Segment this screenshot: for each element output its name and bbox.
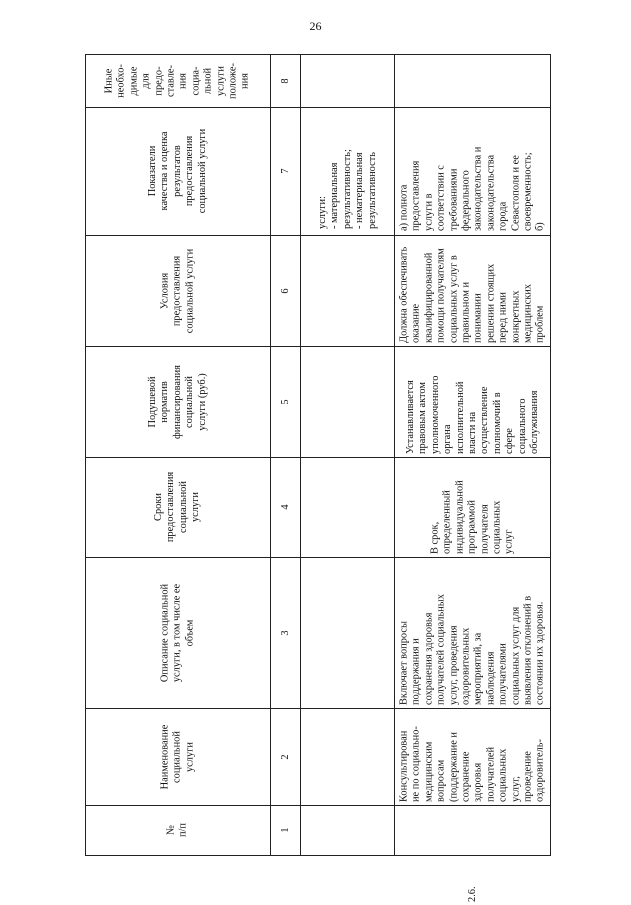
text-line: социальной xyxy=(171,730,183,783)
text-line: Наименование xyxy=(159,724,171,789)
service-description-cell xyxy=(395,557,550,708)
text-line: соответствии с xyxy=(435,165,447,231)
text-line: № xyxy=(165,825,177,835)
text-line: Показатели xyxy=(146,145,158,197)
text-line: финансирования xyxy=(171,364,183,439)
text-line: квалифицированной xyxy=(422,252,434,343)
service-term-cell xyxy=(395,457,550,557)
number-col-3: 3 xyxy=(279,629,291,636)
text-line: предоставления xyxy=(410,160,422,231)
text-line: услуги xyxy=(190,492,202,523)
page-number: 26 xyxy=(309,19,322,33)
text-line: социальной услуги xyxy=(196,128,208,214)
text-line: результативность; xyxy=(341,149,353,229)
number-col-1: 1 xyxy=(279,827,291,833)
service-name-cell xyxy=(395,708,550,805)
text-line: ие по социально- xyxy=(410,725,422,802)
text-line: объем xyxy=(184,619,196,646)
text-line: своевременность; xyxy=(522,152,534,231)
text-line: поддержания и xyxy=(410,637,422,705)
text-line: социальной услуги xyxy=(184,248,196,333)
text-line: социальных xyxy=(497,748,509,802)
text-line: социального xyxy=(515,397,527,454)
text-line: органа xyxy=(441,424,453,454)
text-line: ния xyxy=(178,73,189,89)
text-line: услуги, в том числе ее xyxy=(171,583,183,682)
text-line: законодательства xyxy=(484,154,496,231)
text-line: медицинским xyxy=(422,741,434,802)
header-col-3 xyxy=(86,557,270,708)
number-col-2: 2 xyxy=(279,753,291,760)
text-line: оздоровитель- xyxy=(534,738,546,802)
text-line: Сроки xyxy=(153,493,165,521)
text-line: В срок, xyxy=(429,521,441,554)
service-conditions-cell xyxy=(395,235,550,346)
number-col-4: 4 xyxy=(279,504,291,510)
text-line: понимании xyxy=(472,292,484,343)
text-line: законодательства и xyxy=(472,146,484,231)
text-line: индивидуальной xyxy=(453,480,465,554)
text-line: сохранение xyxy=(460,751,472,802)
text-line: Должна обеспечивать xyxy=(398,246,410,343)
text-line: услуг, проведения xyxy=(447,624,459,705)
text-line: оздоровительных xyxy=(460,627,472,705)
text-line: необхо- xyxy=(115,64,127,98)
header-col-6 xyxy=(86,235,270,346)
text-line: льной xyxy=(202,67,214,95)
service-quality-cell xyxy=(395,107,550,235)
text-line: проблем xyxy=(534,305,546,343)
text-line: правовым актом xyxy=(416,381,428,454)
text-line: Подушевой xyxy=(146,375,158,428)
text-line: правильном и xyxy=(460,281,472,343)
text-line: (поддержание и xyxy=(447,731,459,802)
text-line: состоянии их здоровья. xyxy=(534,601,546,705)
text-line: Условия xyxy=(159,272,171,309)
text-line: услуг, xyxy=(509,775,521,802)
text-line: для xyxy=(140,73,152,89)
text-line: п/п xyxy=(178,823,189,838)
text-line: полномочий в xyxy=(491,391,503,454)
text-line: осуществление xyxy=(478,386,490,454)
text-line: мероприятий, за xyxy=(472,632,484,705)
text-line: предо- xyxy=(153,66,165,96)
continuation-quality-cell xyxy=(301,107,394,235)
text-line: услуги xyxy=(184,741,196,772)
number-col-6: 6 xyxy=(279,287,291,294)
row-number-cell: 2.6. xyxy=(466,886,478,902)
text-line: уполномоченного xyxy=(429,375,441,454)
text-line: социальных услуг в xyxy=(447,254,459,343)
text-line: наблюдения xyxy=(484,651,496,705)
text-line: конкретных xyxy=(509,290,521,343)
text-line: помощи получателям xyxy=(435,247,447,343)
text-line: предоставления xyxy=(171,255,183,326)
text-line: а) полнота xyxy=(398,184,410,231)
text-line: Описание социальной xyxy=(159,583,171,682)
number-col-7: 7 xyxy=(279,168,291,174)
services-table xyxy=(85,54,551,902)
text-line: получателями xyxy=(497,642,509,705)
text-line: сохранения здоровья xyxy=(422,612,434,705)
text-line: выявления отклонений в xyxy=(522,595,534,705)
text-line: обслуживания xyxy=(528,390,540,454)
text-line: положе- xyxy=(227,63,239,99)
text-line: проведение xyxy=(522,750,534,802)
text-line: предоставления xyxy=(165,471,177,543)
header-col-4 xyxy=(86,457,270,557)
text-line: б) xyxy=(534,222,546,231)
text-line: программой xyxy=(466,500,478,554)
text-line: услуг xyxy=(503,529,515,554)
text-line: предоставления xyxy=(184,135,196,207)
text-line: норматив xyxy=(159,380,171,423)
text-line: власти на xyxy=(466,411,478,454)
service-other-cell xyxy=(395,55,550,107)
text-line: федерального xyxy=(460,170,472,231)
text-line: услуги xyxy=(215,66,227,97)
text-line: димые xyxy=(128,66,140,96)
text-line: услуги: xyxy=(316,196,328,229)
text-line: вопросам xyxy=(435,759,447,802)
text-line: здоровья xyxy=(472,762,484,802)
text-line: социальных xyxy=(491,500,503,554)
text-line: оказание xyxy=(410,303,422,343)
header-col-1 xyxy=(86,805,270,855)
header-col-5 xyxy=(86,346,270,457)
header-col-2 xyxy=(86,708,270,805)
text-line: социа- xyxy=(190,66,202,96)
header-col-8 xyxy=(86,55,270,107)
text-line: города xyxy=(497,201,509,231)
text-line: медицинских xyxy=(522,283,534,343)
text-line: перед ними xyxy=(497,291,509,343)
text-line: услуги в xyxy=(422,193,434,231)
text-line: сфере xyxy=(503,427,515,454)
text-line: качества и оценка xyxy=(159,131,171,211)
text-line: исполнительной xyxy=(453,381,465,454)
text-line: - материальная xyxy=(328,162,340,229)
text-line: требованиями xyxy=(447,168,459,231)
text-line: получателя xyxy=(478,504,490,554)
text-line: получателей xyxy=(484,746,496,802)
text-line: Иные xyxy=(103,68,115,94)
text-line: социальной xyxy=(178,481,189,533)
text-line: социальных услуг для xyxy=(509,606,521,705)
text-line: Включает вопросы xyxy=(398,620,410,705)
service-norm-cell xyxy=(395,346,550,457)
text-line: результатов xyxy=(171,145,183,197)
text-line: ния xyxy=(240,73,252,89)
text-line: решении стоящих xyxy=(484,263,496,343)
text-line: - нематериальная xyxy=(353,152,365,229)
number-col-8: 8 xyxy=(279,78,291,84)
text-line: Консультирован xyxy=(398,730,410,802)
text-line: результативность xyxy=(366,151,378,229)
text-line: Севастополя и ее xyxy=(509,155,521,231)
text-line: определенный xyxy=(441,490,453,554)
header-col-7 xyxy=(86,107,270,235)
number-col-5: 5 xyxy=(279,398,291,405)
text-line: социальной xyxy=(184,375,196,428)
text-line: ставле- xyxy=(165,65,177,97)
text-line: услуги (руб.) xyxy=(196,372,208,431)
text-line: получателей социальных xyxy=(435,593,447,705)
text-line: Устанавливается xyxy=(404,379,416,454)
